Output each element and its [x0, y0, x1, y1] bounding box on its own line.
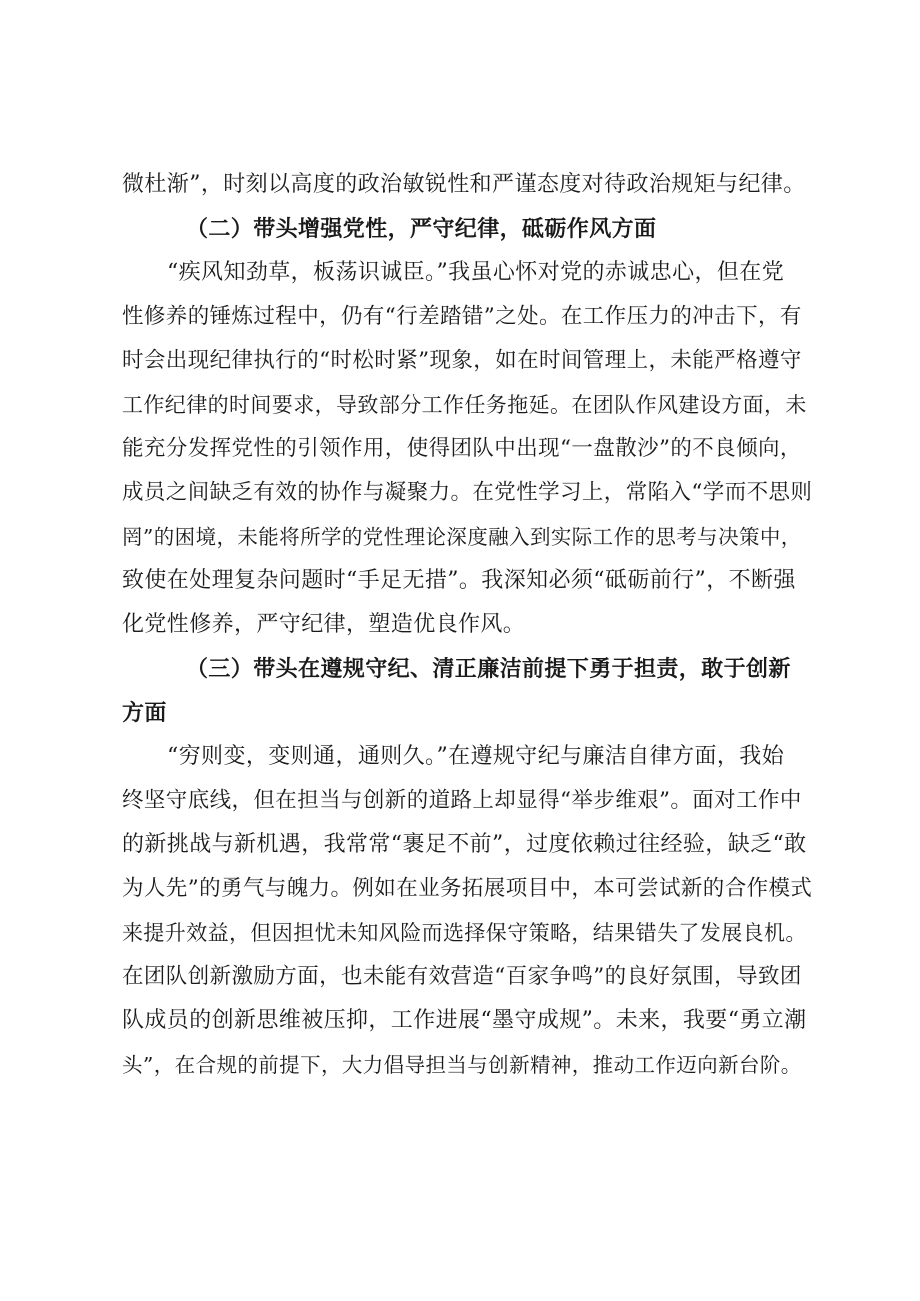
text-line: 化党性修养，严守纪律，塑造优良作风。 [122, 612, 526, 637]
section-heading-3: （三）带头在遵规守纪、清正廉洁前提下勇于担责，敢于创新 [186, 656, 791, 682]
text-line: 为人先”的勇气与魄力。例如在业务拓展项目中，本可尝试新的合作模式 [122, 876, 813, 901]
section-heading-3-cont: 方面 [122, 700, 167, 726]
text-line: 队成员的创新思维被压抑，工作进展“墨守成规”。未来，我要“勇立潮 [122, 1008, 807, 1033]
text-line: 微杜渐”，时刻以高度的政治敏锐性和严谨态度对待政治规矩与纪律。 [122, 172, 806, 197]
text-line: 时会出现纪律执行的“时松时紧”现象，如在时间管理上，未能严格遵守 [122, 348, 802, 373]
text-line: 能充分发挥党性的引领作用，使得团队中出现“一盘散沙”的不良倾向， [122, 436, 802, 461]
text-line: 的新挑战与新机遇，我常常“裹足不前”，过度依赖过往经验，缺乏“敢 [122, 832, 807, 857]
text-line: 致使在处理复杂问题时“手足无措”。我深知必须“砥砺前行”，不断强 [122, 568, 796, 593]
text-line: 在团队创新激励方面，也未能有效营造“百家争鸣”的良好氛围，导致团 [122, 964, 802, 989]
text-line: “穷则变，变则通，通则久。”在遵规守纪与廉洁自律方面，我始 [167, 744, 785, 769]
text-line: 罔”的困境，未能将所学的党性理论深度融入到实际工作的思考与决策中， [122, 525, 802, 549]
text-line: 头”，在合规的前提下，大力倡导担当与创新精神，推动工作迈向新台阶。 [122, 1053, 802, 1077]
text-line: 终坚守底线，但在担当与创新的道路上却显得“举步维艰”。面对工作中 [122, 788, 802, 813]
text-line: “疾风知劲草，板荡识诚臣。”我虽心怀对党的赤诚忠心，但在党 [167, 260, 785, 285]
text-line: 工作纪律的时间要求，导致部分工作任务拖延。在团队作风建设方面，未 [122, 393, 807, 417]
section-heading-2: （二）带头增强党性，严守纪律，砥砺作风方面 [186, 216, 657, 242]
text-line: 成员之间缺乏有效的协作与凝聚力。在党性学习上，常陷入“学而不思则 [122, 480, 813, 505]
text-line: 性修养的锤炼过程中，仍有“行差踏错”之处。在工作压力的冲击下，有 [122, 304, 802, 329]
text-line: 来提升效益，但因担忧未知风险而选择保守策略，结果错失了发展良机。 [122, 921, 807, 945]
